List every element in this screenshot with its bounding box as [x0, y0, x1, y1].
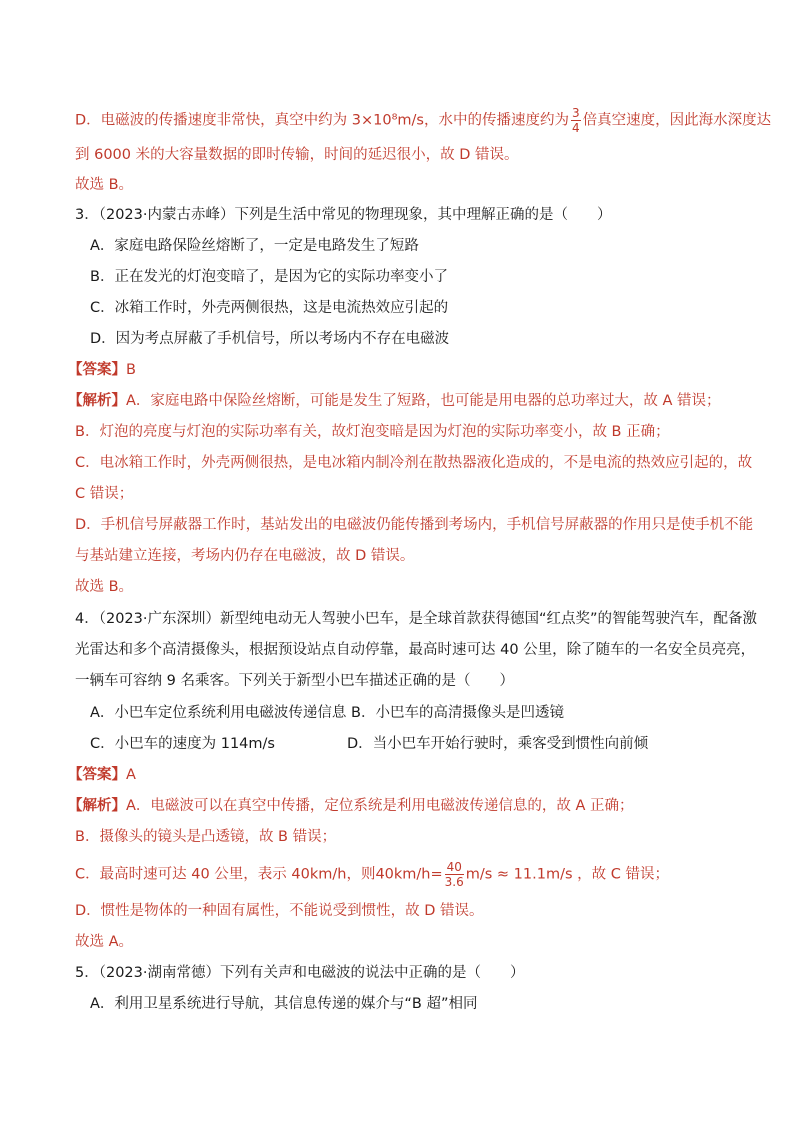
q4-answer-value: A [126, 767, 136, 783]
q3-answer [68, 360, 136, 380]
q4-option-c: C．小巴车的速度为 114m/s [90, 736, 275, 752]
q3-analysis-d2: 与基站建立连接，考场内仍存在电磁波，故 D 错误。 [75, 548, 415, 564]
q3-option-a: A．家庭电路保险丝熔断了，一定是电路发生了短路 [90, 238, 419, 254]
q2-option-d-line1 [75, 106, 771, 135]
q3-analysis-c1: C．电冰箱工作时，外壳两侧很热，是电冰箱内制冷剂在散热器液化造成的，不是电流的热效应引起的，故 [75, 455, 753, 471]
q2-conclusion: 故选 B。 [75, 177, 134, 193]
q4-analysis-d: D．惯性是物体的一种固有属性，不能说受到惯性，故 D 错误。 [75, 903, 484, 919]
q4-analysis-b: B．摄像头的镜头是凸透镜，故 B 错误； [75, 829, 337, 845]
q3-conclusion: 故选 B。 [75, 579, 134, 595]
q4-analysis-c-post: m/s ≈ 11.1m/s ，故 C 错误； [465, 866, 669, 883]
q4-stem-line3: 一辆车可容纳 9 名乘客。下列关于新型小巴车描述正确的是（ ） [75, 673, 514, 689]
q4-analysis-a [68, 796, 634, 816]
q3-analysis-a [68, 391, 721, 411]
q4-c-fraction [445, 860, 464, 889]
q4-c-frac-num: 40 [446, 860, 462, 874]
q2-d-frac-num: 3 [571, 106, 580, 120]
q4-conclusion: 故选 A。 [75, 934, 134, 950]
q3-analysis-b: B．灯泡的亮度与灯泡的实际功率有关，故灯泡变暗是因为灯泡的实际功率变小，故 B 正确； [75, 424, 670, 440]
q4-answer-label: 【答案】 [68, 767, 126, 783]
q3-option-c: C．冰箱工作时，外壳两侧很热，这是电流热效应引起的 [90, 300, 449, 316]
q2-d-fraction [571, 106, 581, 135]
q4-analysis-a-text: A．电磁波可以在真空中传播，定位系统是利用电磁波传递信息的，故 A 正确； [126, 798, 634, 814]
q2-d-text-b: 倍真空速度，因此海水深度达 [582, 112, 772, 129]
q4-analysis-label: 【解析】 [68, 798, 126, 814]
q4-option-d: D．当小巴车开始行驶时，乘客受到惯性向前倾 [347, 736, 649, 752]
q5-option-a: A．利用卫星系统进行导航，其信息传递的媒介与“B 超”相同 [90, 996, 478, 1012]
q3-analysis-label: 【解析】 [68, 393, 126, 409]
q3-option-d: D．因为考点屏蔽了手机信号，所以考场内不存在电磁波 [90, 331, 450, 347]
q4-c-frac-den: 3.6 [444, 875, 464, 889]
q2-d-text-a: D．电磁波的传播速度非常快，真空中约为 3×10⁸m/s，水中的传播速度约为 [75, 112, 569, 129]
q3-answer-value: B [126, 362, 136, 378]
q4-options-ab: A．小巴车定位系统利用电磁波传递信息 B．小巴车的高清摄像头是凹透镜 [90, 705, 564, 721]
q3-analysis-c2: C 错误； [75, 486, 134, 502]
q5-stem: 5．（2023·湖南常德）下列有关声和电磁波的说法中正确的是（ ） [75, 965, 525, 981]
q4-stem-line2: 光雷达和多个高清摄像头，根据预设站点自动停靠，最高时速可达 40 公里，除了随车的一名安全员亮亮， [75, 642, 756, 658]
q4-stem-line1: 4．（2023·广东深圳）新型纯电动无人驾驶小巴车，是全球首款获得德国“红点奖”的智能驾驶汽车，配备激 [75, 611, 758, 627]
q3-analysis-a-text: A．家庭电路中保险丝熔断，可能是发生了短路，也可能是用电器的总功率过大，故 A 错误； [126, 393, 721, 409]
q4-analysis-c [75, 860, 669, 889]
q4-analysis-c-pre: C．最高时速可达 40 公里，表示 40km/h，则40km/h= [75, 866, 443, 883]
q2-option-d-line2: 到 6000 米的大容量数据的即时传输，时间的延迟很小，故 D 错误。 [75, 147, 519, 163]
q3-stem: 3．（2023·内蒙古赤峰）下列是生活中常见的物理现象，其中理解正确的是（ ） [75, 207, 612, 223]
q3-answer-label: 【答案】 [68, 362, 126, 378]
q4-answer [68, 765, 136, 785]
q3-option-b: B．正在发光的灯泡变暗了，是因为它的实际功率变小了 [90, 269, 448, 285]
q3-analysis-d1: D．手机信号屏蔽器工作时，基站发出的电磁波仍能传播到考场内，手机信号屏蔽器的作用只是使手机不能 [75, 517, 754, 533]
q2-d-frac-den: 4 [571, 121, 580, 135]
